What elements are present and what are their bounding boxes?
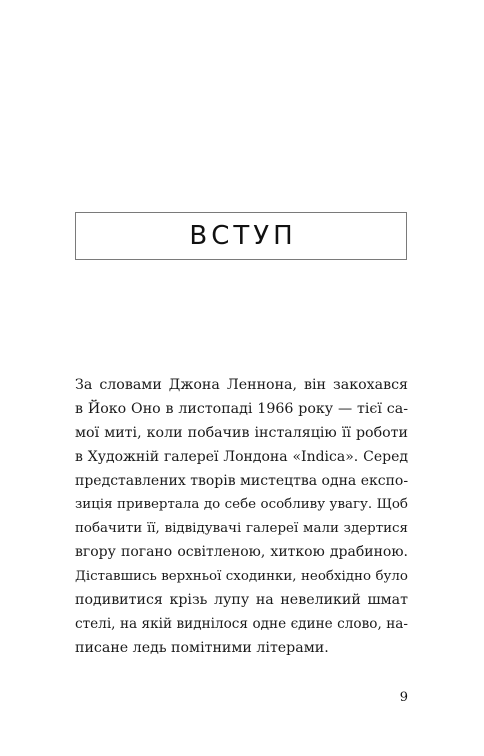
body-paragraph — [75, 374, 408, 661]
chapter-title-box — [75, 212, 407, 260]
paragraph-line: в Художній галереї Лондона «Indica». Серед — [75, 448, 408, 465]
paragraph-line: Діставшись верхньої сходинки, необхідно було — [75, 569, 408, 585]
paragraph-line: стелі, на якій виднілося одне єдине слово, на- — [75, 615, 408, 632]
paragraph-line: побачити її, відвідувачі галереї мали здертися — [75, 521, 408, 537]
paragraph-line: За словами Джона Леннона, він закохався — [75, 377, 408, 393]
paragraph-line: подивитися крізь лупу на невеликий шмат — [75, 592, 408, 609]
paragraph-line: в Йоко Оно в листопаді 1966 року — тієї са- — [75, 400, 408, 417]
chapter-title: ВСТУП — [189, 221, 297, 251]
paragraph-line: вгору погано освітленою, хиткою драбиною. — [75, 544, 408, 561]
page-number: 9 — [399, 690, 408, 705]
paragraph-line: мої миті, коли побачив інсталяцію її роботи — [75, 424, 408, 441]
paragraph-line: зиція привертала до себе особливу увагу. Щоб — [75, 497, 408, 513]
paragraph-line: писане ледь помітними літерами. — [75, 639, 329, 656]
paragraph-line: представлених творів мистецтва одна експо- — [75, 472, 409, 489]
